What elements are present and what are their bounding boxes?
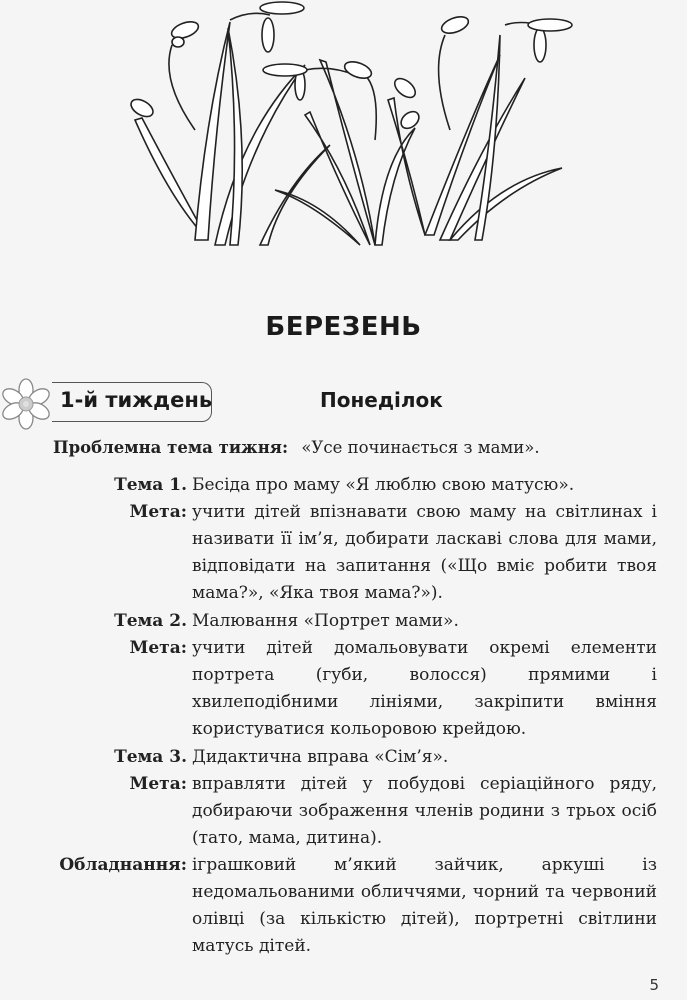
problem-topic [53,438,540,457]
goal-label: Мета: [129,638,187,658]
topic-value: Бесіда про маму «Я люблю свою матусю». [192,475,575,495]
equipment-text: іграшковий м’який зайчик, аркуші із недомальованими обличчями, чорний та червоний олівці (за кількістю дітей), портретні світлини матусь дітей. [192,855,657,956]
goal-text: вправляти дітей у побудові серіаційного ряду, добираючи зображення членів родини з трьох осіб (тато, мама, дитина). [192,774,657,848]
day-label: Понеділок [320,388,443,412]
month-title: БЕРЕЗЕНЬ [265,312,422,342]
topic-label: Тема 1. [114,475,187,495]
topic-value: Малювання «Портрет мами». [192,611,459,631]
snowdrops-illustration [120,0,590,260]
topic-label: Тема 3. [114,747,187,767]
daffodil-flower-icon [0,378,52,430]
page-number: 5 [649,976,659,994]
goal-text: учити дітей домальовувати окремі елементи портрета (губи, волосся) прямими і хвилеподібними лініями, закріпити вміння користуватися кольоровою крейдою. [192,638,657,739]
problem-topic-label: Проблемна тема тижня: [53,438,289,457]
topic-value: Дидактична вправа «Сім’я». [192,747,449,767]
problem-topic-value: «Усе починається з мами». [301,438,540,457]
week-header [0,378,687,428]
goal-text: учити дітей впізнавати свою маму на світлинах і називати її ім’я, добирати ласкаві слова для мами, відповідати на запитання («Що вміє робити твоя мама?», «Яка твоя мама?»). [192,502,657,603]
topic-label: Тема 2. [114,611,187,631]
equipment-label: Обладнання: [59,855,187,875]
goal-label: Мета: [129,502,187,522]
goal-label: Мета: [129,774,187,794]
week-label: 1-й тиждень [60,388,213,412]
